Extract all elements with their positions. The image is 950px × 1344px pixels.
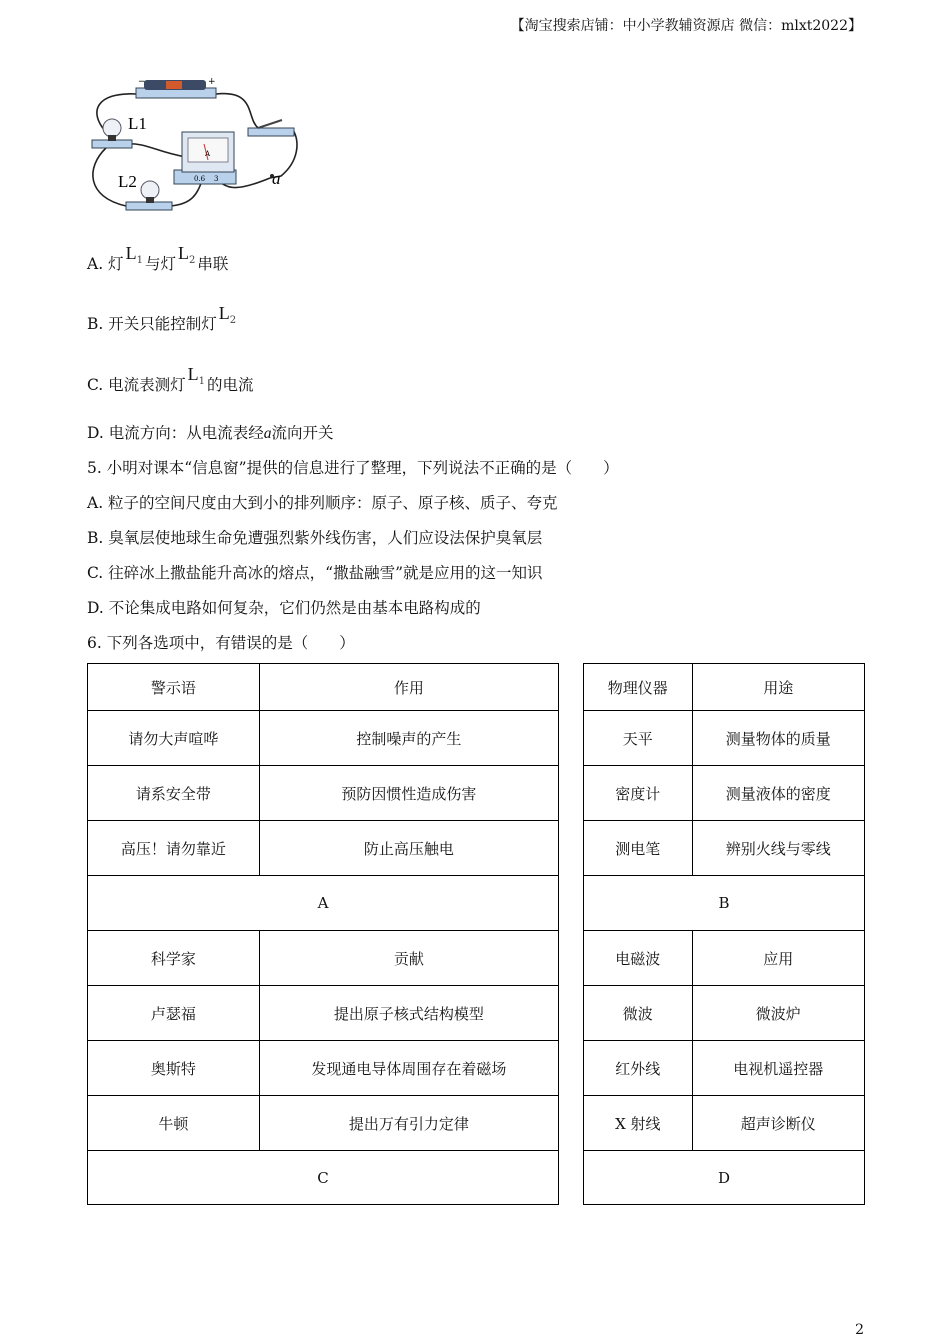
table-b-cell: 测电笔 <box>584 821 693 876</box>
table-d-cell: 红外线 <box>584 1041 693 1096</box>
question-6-stem: 6. 下列各选项中，有错误的是（ ） <box>87 634 355 652</box>
option-4c: C. 电流表测灯$L^1$ 的电流 <box>87 364 254 394</box>
table-b-header-1: 物理仪器 <box>584 664 693 711</box>
table-d-cell: 电视机遥控器 <box>692 1041 864 1096</box>
table-d-header-1: 电磁波 <box>584 931 693 986</box>
table-c-header-2: 贡献 <box>259 931 558 986</box>
table-b-cell: 测量液体的密度 <box>692 766 864 821</box>
point-a-label: a <box>272 169 281 188</box>
table-b-cell: 天平 <box>584 711 693 766</box>
table-a-cell: 防止高压触电 <box>259 821 558 876</box>
question-5-stem: 5. 小明对课本“信息窗”提供的信息进行了整理，下列说法不正确的是（ ） <box>87 459 619 477</box>
option-4a: A. 灯$L^1$ 与灯$L^2$ 串联 <box>87 243 229 273</box>
table-left <box>87 663 559 1205</box>
table-d-cell: 微波炉 <box>692 986 864 1041</box>
table-b-label: B <box>584 876 865 931</box>
table-a-header-1: 警示语 <box>88 664 260 711</box>
lamp1-label: L1 <box>128 114 147 133</box>
table-c-cell: 提出原子核式结构模型 <box>259 986 558 1041</box>
header-note: 【淘宝搜索店铺：中小学教辅资源店 微信：mlxt2022】 <box>510 18 862 34</box>
table-c-cell: 发现通电导体周围存在着磁场 <box>259 1041 558 1096</box>
table-c-header-1: 科学家 <box>88 931 260 986</box>
option-4d: D. 电流方向：从电流表经a流向开关 <box>87 424 334 442</box>
table-d-cell: 微波 <box>584 986 693 1041</box>
table-c-cell: 牛顿 <box>88 1096 260 1151</box>
table-a-cell: 请勿大声喧哗 <box>88 711 260 766</box>
table-c-cell: 奥斯特 <box>88 1041 260 1096</box>
table-d-header-2: 应用 <box>692 931 864 986</box>
table-d-cell: 超声诊断仪 <box>692 1096 864 1151</box>
meter-label: A <box>205 150 211 158</box>
table-a-label: A <box>88 876 559 931</box>
option-5b: B. 臭氧层使地球生命免遭强烈紫外线伤害，人们应设法保护臭氧层 <box>87 529 543 547</box>
page-number: 2 <box>855 1322 864 1338</box>
table-b-header-2: 用途 <box>692 664 864 711</box>
table-a-cell: 预防因惯性造成伤害 <box>259 766 558 821</box>
circuit-diagram <box>86 72 306 220</box>
table-d-label: D <box>584 1151 865 1205</box>
table-d-cell: X 射线 <box>584 1096 693 1151</box>
table-c-label: C <box>88 1151 559 1205</box>
table-c-cell: 提出万有引力定律 <box>259 1096 558 1151</box>
option-5a: A. 粒子的空间尺度由大到小的排列顺序：原子、原子核、质子、夸克 <box>87 494 558 512</box>
lamp2-label: L2 <box>118 172 137 191</box>
table-a-cell: 请系安全带 <box>88 766 260 821</box>
battery-plus: + <box>208 77 216 87</box>
table-right <box>583 663 865 1205</box>
option-5d: D. 不论集成电路如何复杂，它们仍然是由基本电路构成的 <box>87 599 481 617</box>
scale-0-6: 0.6 <box>194 175 206 183</box>
scale-3: 3 <box>214 175 219 183</box>
option-5c: C. 往碎冰上撒盐能升高冰的熔点，“撒盐融雪”就是应用的这一知识 <box>87 564 543 582</box>
table-a-header-2: 作用 <box>259 664 558 711</box>
table-a-cell: 高压！请勿靠近 <box>88 821 260 876</box>
table-a-cell: 控制噪声的产生 <box>259 711 558 766</box>
table-b-cell: 辨别火线与零线 <box>692 821 864 876</box>
battery-minus: − <box>138 77 146 87</box>
table-b-cell: 密度计 <box>584 766 693 821</box>
table-b-cell: 测量物体的质量 <box>692 711 864 766</box>
table-c-cell: 卢瑟福 <box>88 986 260 1041</box>
option-4b: B. 开关只能控制灯$L^2$ <box>87 303 237 333</box>
